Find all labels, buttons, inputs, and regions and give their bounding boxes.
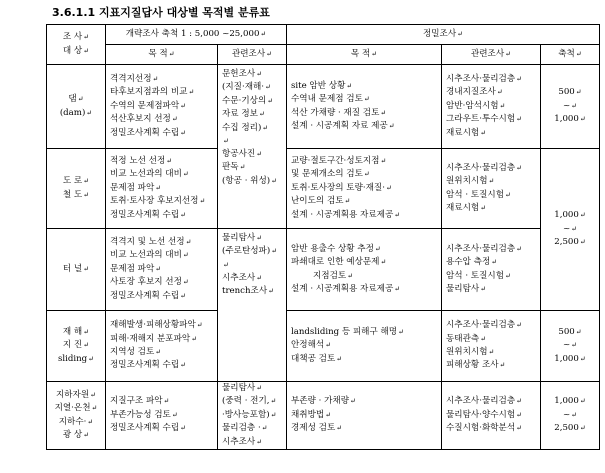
cell-line: 정밀조사계획 수립 ↵ [110,127,215,140]
cell-line: 물리검층 · ↵ [222,422,284,435]
cell-line: 지질구조 파악 ↵ [110,395,215,408]
cell-line: 지역성 검토 ↵ [110,346,215,359]
cell-line: 재료시험 ↵ [446,127,538,140]
detail-related-road [442,149,541,229]
cell-line: 500 ↵ [543,86,597,99]
cell-line: 파쇄대로 인한 예상문제 ↵ [291,256,439,269]
cell-line: 타후보지점과의 비교 ↵ [110,86,215,99]
cell-line-empty [222,135,284,148]
cell-line: 설계 · 시공계획용 자료제공 ↵ [291,283,439,296]
detail-related-tunnel [442,229,541,311]
table-row [47,65,600,149]
table-row [47,229,600,311]
cell-line: 설계 · 시공계획 자료 제공 ↵ [291,120,439,133]
cell-line: site 암반 상황 ↵ [291,80,439,93]
wide-related-resources [218,382,287,450]
header-scale [541,45,600,65]
cell-line: 격격지 및 노선 선정 ↵ [110,236,215,249]
cell-line: 물리탐사·양수시험 ↵ [446,409,538,422]
cell-line: 1,000 ↵ [543,353,597,366]
cell-line: trench조사 ↵ [222,285,284,298]
wide-related-upper [218,65,287,229]
row-name-line: (dam) ↵ [49,107,103,120]
cell-line: 재해발생·피해상황파악 ↵ [110,319,215,332]
cell-line: 사토장 후보지 선정 ↵ [110,276,215,289]
scale-dam [541,65,600,149]
cell-line: 수역의 문제점파악 ↵ [110,100,215,113]
cell-line: 정밀조사계획 수립 ↵ [110,290,215,303]
table-title: 3.6.1.1 지표지질답사 대상별 목적별 분류표 [52,6,270,19]
cell-line: 판독 ↵ [222,161,284,174]
cell-line: 그라우트·투수시험 ↵ [446,113,538,126]
cell-line: ·방사능포함) ↵ [222,409,284,422]
cell-line: 암반·암석시험 ↵ [446,100,538,113]
row-name-line: 지 진 ↵ [49,339,103,352]
cell-line: 및 문제개소의 검토 ↵ [291,168,439,181]
cell-line: (항공 · 위성) ↵ [222,175,284,188]
cell-line: 수질시험·화학분석 ↵ [446,422,538,435]
cell-line: 재료시험 ↵ [446,202,538,215]
row-name-line: 댐 ↵ [49,93,103,106]
cell-line: ~ ↵ [543,223,597,236]
detail-purpose-road [287,149,442,229]
header-target-line: 대 상 ↵ [49,45,103,58]
cell-line: 적정 노선 선정 ↵ [110,155,215,168]
detail-purpose-dam [287,65,442,149]
row-name-line: 터 널 ↵ [49,263,103,276]
cell-line: ~ ↵ [543,100,597,113]
cell-line: (중력 · 전기, ↵ [222,395,284,408]
cell-line: 대책공 검토 ↵ [291,353,439,366]
cell-line: 피해·재해지 분포파악 ↵ [110,333,215,346]
header-detail-related [442,45,541,65]
wide-related-lower [218,229,287,382]
header-detail-text: 정밀조사 ↵ [289,28,597,41]
cell-line: ~ ↵ [543,409,597,422]
cell-line: 자료 정보 ↵ [222,108,284,121]
detail-purpose-resources [287,382,442,450]
row-name-tunnel [47,229,106,311]
detail-related-resources [442,382,541,450]
header-target [47,25,106,65]
table-row [47,311,600,382]
cell-line: 토취·토사장의 토량·재질· ↵ [291,182,439,195]
header-related-text: 관련조사 ↵ [220,48,284,61]
cell-line: 정밀조사계획 수립 ↵ [110,209,215,222]
cell-line: 안정해석 ↵ [291,339,439,352]
cell-line: 용수압 측정 ↵ [446,256,538,269]
detail-related-dam [442,65,541,149]
cell-line: 물리탐사 ↵ [222,232,284,245]
row-name-road [47,149,106,229]
cell-line: 설계 · 시공계획용 자료제공 ↵ [291,209,439,222]
cell-line: 난이도의 검토 ↵ [291,195,439,208]
cell-line: 시추조사·물리검층 ↵ [446,73,538,86]
cell-line: 경내지질조사 ↵ [446,86,538,99]
cell-line: 부존량 · 가채량 ↵ [291,395,439,408]
cell-line: 정밀조사계획 수립 ↵ [110,422,215,435]
cell-line: 토취·토사장 후보지선정 ↵ [110,195,215,208]
wide-purpose-resources [106,382,218,450]
header-related-text: 관련조사 ↵ [444,48,538,61]
detail-related-disaster [442,311,541,382]
cell-line: 격격지선정 ↵ [110,73,215,86]
row-name-line: sliding ↵ [49,353,103,366]
cell-line: 암반 용출수 상황 추정 ↵ [291,243,439,256]
cell-line: (지질·재해· ↵ [222,81,284,94]
cell-line: 문제점 파악 ↵ [110,182,215,195]
cell-line: 원위치시험 ↵ [446,346,538,359]
cell-line: 1,000 ↵ [543,113,597,126]
cell-line: 채취방법 ↵ [291,409,439,422]
cell-line: 암석 · 토질시험 ↵ [446,189,538,202]
cell-line: 2,500 ↵ [543,236,597,249]
row-name-line: 도 로 ↵ [49,175,103,188]
cell-line: 원위치시험 ↵ [446,175,538,188]
row-name-dam [47,65,106,149]
cell-line: 수집 정리) ↵ [222,122,284,135]
cell-line: 시추조사·물리검층 ↵ [446,395,538,408]
cell-line: 동태관측 ↵ [446,333,538,346]
survey-classification-table [46,24,600,450]
cell-line-empty [222,259,284,272]
cell-line: 1,000 ↵ [543,209,597,222]
header-wide-purpose [106,45,218,65]
cell-line: 시추조사·물리검층 ↵ [446,162,538,175]
cell-line: 석산후보지 선정 ↵ [110,113,215,126]
cell-line: 수역내 문제점 검토 ↵ [291,93,439,106]
cell-line: (주로탄성파) ↵ [222,245,284,258]
header-purpose-text: 목 적 ↵ [289,48,439,61]
wide-purpose-road [106,149,218,229]
wide-purpose-tunnel [106,229,218,311]
wide-purpose-disaster [106,311,218,382]
cell-line: 2,500 ↵ [543,422,597,435]
cell-line: 시추조사 ↵ [222,436,284,449]
row-name-line: 철 도 ↵ [49,189,103,202]
row-name-line: 지하수· ↵ [49,416,103,429]
cell-line: 수문·기상의 ↵ [222,95,284,108]
row-name-line: 지열·온천 ↵ [49,402,103,415]
row-name-disaster [47,311,106,382]
cell-line: 비교 노선과의 대비 ↵ [110,168,215,181]
cell-line: 암석 · 토질시험 ↵ [446,270,538,283]
cell-line: 물리탐사 ↵ [222,382,284,395]
cell-line: 500 ↵ [543,326,597,339]
cell-line: 1,000 ↵ [543,395,597,408]
scale-disaster [541,311,600,382]
cell-line: 비교 노선과의 대비 ↵ [110,249,215,262]
cell-line: ~ ↵ [543,339,597,352]
header-purpose-text: 목 적 ↵ [108,48,215,61]
header-scale-text: 축척 ↵ [543,48,597,61]
cell-line: 물리탐사 ↵ [446,283,538,296]
header-wide-related [218,45,287,65]
cell-line: 문헌조사 ↵ [222,68,284,81]
cell-line: 피해상황 조사 ↵ [446,359,538,372]
cell-line: 경제성 검토 ↵ [291,422,439,435]
cell-line: 교량·절토구간·성토지점 ↵ [291,155,439,168]
cell-line: 문제점 파악 ↵ [110,263,215,276]
scale-resources [541,382,600,450]
cell-line: 시추조사·물리검층 ↵ [446,319,538,332]
row-name-line: 지하자원 ↵ [49,389,103,402]
header-wide-area [106,25,287,45]
wide-purpose-dam [106,65,218,149]
scale-road-tunnel [541,149,600,311]
header-wide-area-text: 개략조사 축척 1 : 5,000 ~25,000 ↵ [108,28,284,41]
row-name-line: 재 해 ↵ [49,326,103,339]
row-name-line: 광 상 ↵ [49,429,103,442]
cell-line: landsliding 등 피해구 해명 ↵ [291,326,439,339]
detail-purpose-tunnel [287,229,442,311]
cell-line: 정밀조사계획 수립 ↵ [110,359,215,372]
header-detail-purpose [287,45,442,65]
header-target-line: 조 사 ↵ [49,31,103,44]
header-detail [287,25,600,45]
detail-purpose-disaster [287,311,442,382]
cell-line: 지점검토 ↵ [291,270,439,283]
cell-line: 석산 가채량 · 재질 검토 ↵ [291,107,439,120]
row-name-resources [47,382,106,450]
cell-line: 시추조사 ↵ [222,272,284,285]
table-row [47,382,600,450]
cell-line: 항공사진 ↵ [222,148,284,161]
cell-line: 부존가능성 검토 ↵ [110,409,215,422]
table-row [47,149,600,229]
cell-line: 시추조사·물리검층 ↵ [446,243,538,256]
